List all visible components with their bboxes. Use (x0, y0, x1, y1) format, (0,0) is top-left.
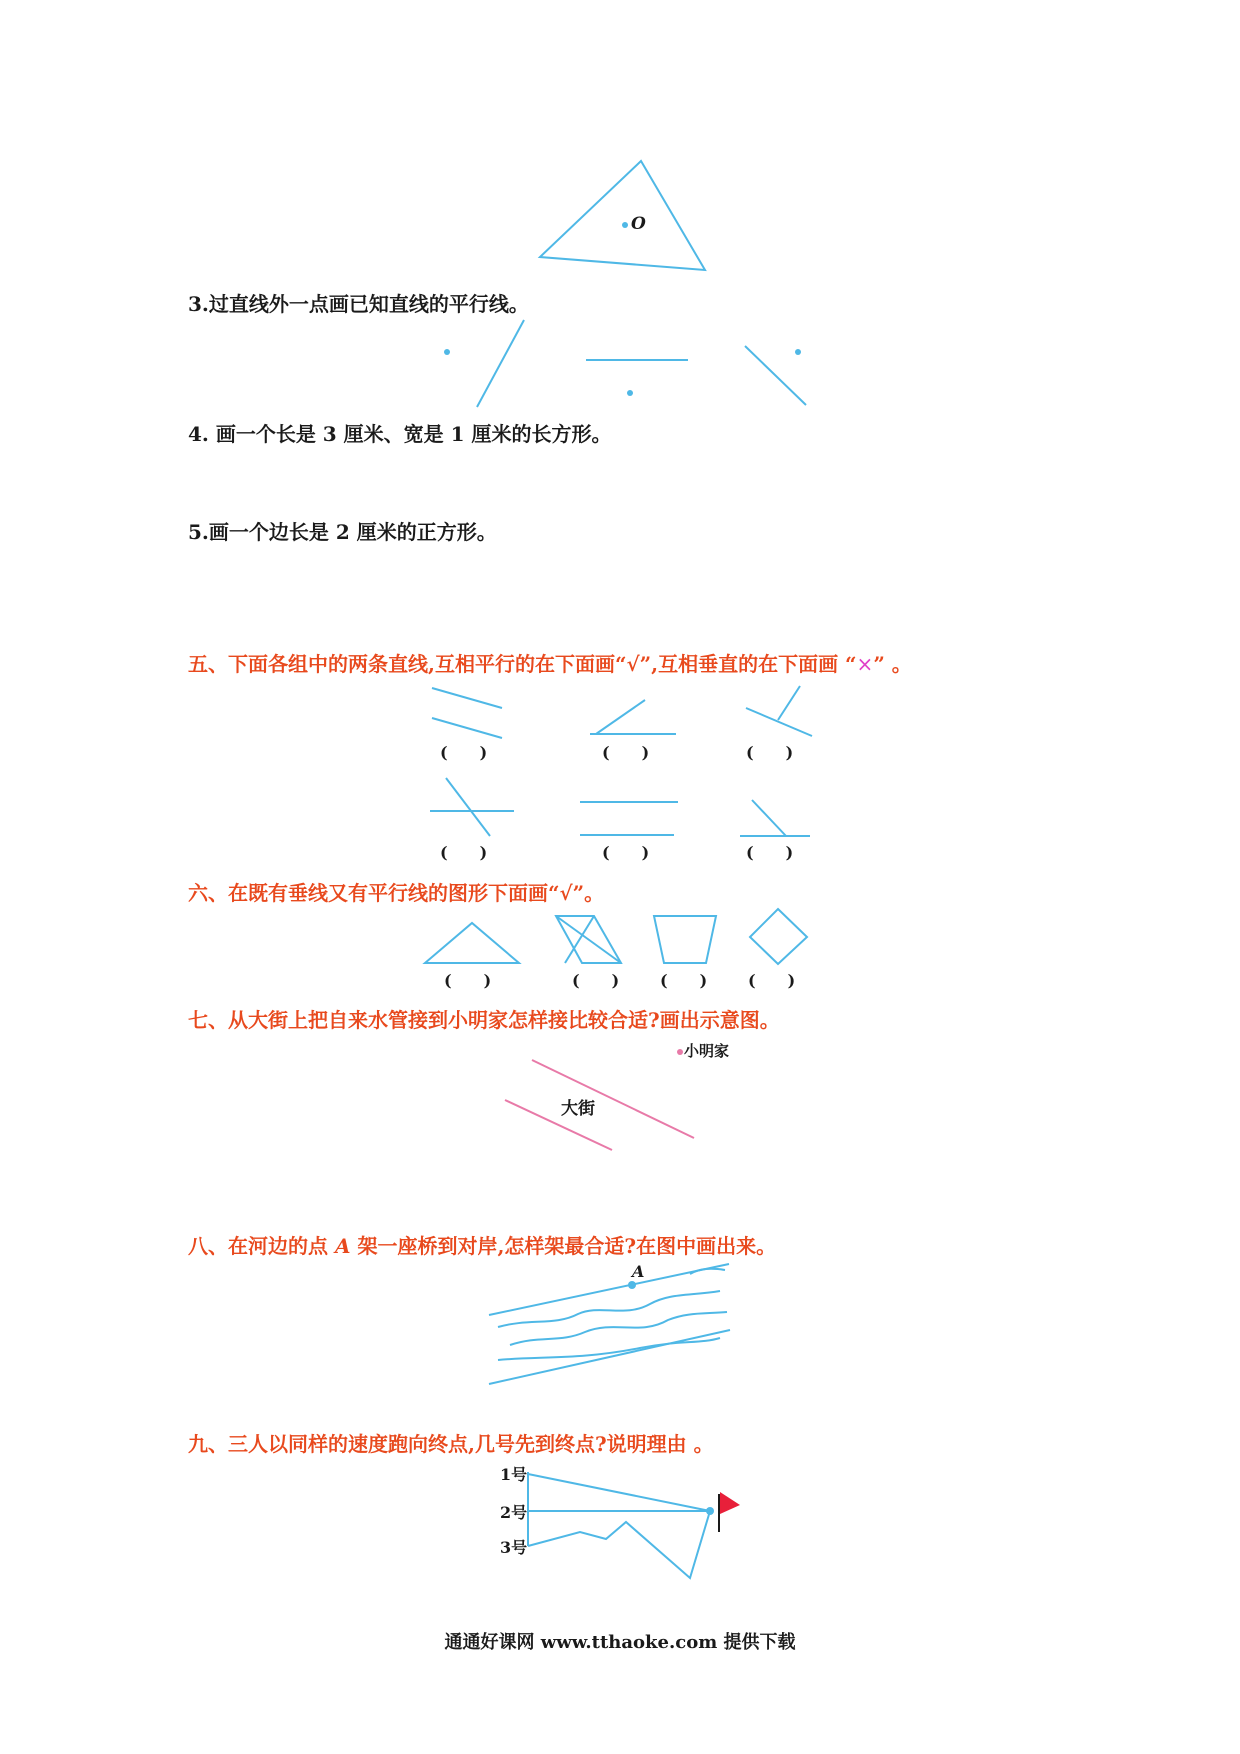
section-5-tail: ” 。 (873, 652, 912, 676)
answer-blank[interactable]: ( ) (440, 743, 488, 762)
answer-blank[interactable]: ( ) (602, 843, 650, 862)
section-9-heading: 九、三人以同样的速度跑向终点,几号先到终点?说明理由 。 (188, 1432, 714, 1456)
question-3: 3.过直线外一点画已知直线的平行线。 (188, 292, 529, 316)
section-8-point: A (334, 1234, 351, 1258)
answer-blank[interactable]: ( ) (602, 743, 650, 762)
section-6-heading: 六、在既有垂线又有平行线的图形下面画“√”。 (188, 881, 605, 905)
triangle-point-label: O (631, 214, 646, 234)
answer-blank[interactable]: ( ) (748, 971, 796, 990)
section-5-text: 五、下面各组中的两条直线,互相平行的在下面画“√”,互相垂直的在下面画 “ (188, 652, 857, 676)
answer-blank[interactable]: ( ) (444, 971, 492, 990)
footer-credit: 通通好课网 www.tthaoke.com 提供下载 (444, 1632, 796, 1653)
answer-blank[interactable]: ( ) (440, 843, 488, 862)
question-4: 4. 画一个长是 3 厘米、宽是 1 厘米的长方形。 (188, 422, 612, 446)
runner-1-label: 1号 (500, 1465, 528, 1484)
answer-blank[interactable]: ( ) (660, 971, 708, 990)
runner-3-label: 3号 (500, 1538, 528, 1557)
section-7-heading: 七、从大街上把自来水管接到小明家怎样接比较合适?画出示意图。 (188, 1008, 780, 1032)
cross-mark-icon: × (856, 652, 874, 676)
section-8-post: 架一座桥到对岸,怎样架最合适?在图中画出来。 (350, 1234, 777, 1258)
runner-2-label: 2号 (500, 1503, 528, 1522)
answer-blank[interactable]: ( ) (572, 971, 620, 990)
section-8-pre: 八、在河边的点 (188, 1234, 335, 1258)
point-a-label: A (632, 1262, 645, 1281)
question-5: 5.画一个边长是 2 厘米的正方形。 (188, 520, 497, 544)
answer-blank[interactable]: ( ) (746, 843, 794, 862)
street-label: 大街 (561, 1099, 595, 1119)
home-label: 小明家 (684, 1042, 730, 1060)
answer-blank[interactable]: ( ) (746, 743, 794, 762)
